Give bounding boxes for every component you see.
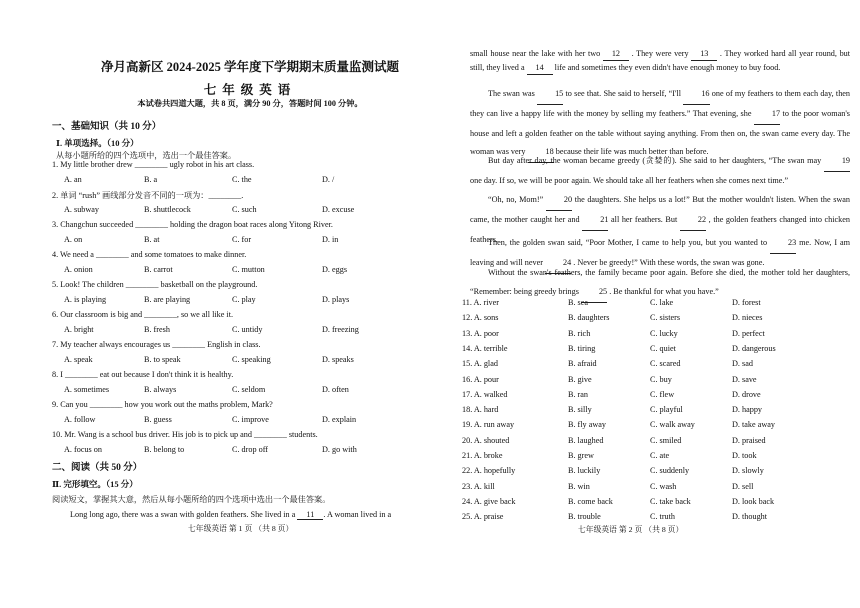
cloze-option: D. sell [732, 481, 754, 491]
answer-option: C. speaking [232, 355, 271, 364]
cloze-option: 14. A. terrible [462, 343, 508, 353]
cloze-option: B. luckily [568, 466, 601, 476]
answer-option: A. focus on [64, 445, 102, 454]
answer-option: A. speak [64, 355, 93, 364]
passage-text: me. Now, I am leaving and will never [470, 238, 851, 267]
cloze-option: B. silly [568, 405, 592, 415]
passage-text: life and sometimes they even didn't have enough money to buy food. [554, 63, 781, 72]
cloze-option: C. ate [650, 451, 670, 460]
cloze-option: 25. A. praise [462, 512, 504, 522]
passage-text: “Oh, no, Mom!” [488, 195, 544, 204]
passage-text: to the poor woman's house and left a golden feather on the table without saying anything. From then on, the swan came every day. The woman was very [470, 108, 850, 157]
blank-20: 20 [546, 191, 572, 211]
cloze-option: D. slowly [732, 466, 764, 476]
answer-option: A. subway [64, 205, 100, 214]
answer-option: B. to speak [144, 355, 181, 364]
cloze-option: B. grew [568, 451, 594, 460]
passage-text: . Be thankful for what you have.” [609, 286, 719, 296]
question-stem: 9. Can you ________ how you work out the maths problem, Mark? [52, 400, 273, 409]
page-footer: 七年级英语 第 2 页 （共 8 页） [578, 525, 684, 534]
cloze-option: D. praised [732, 435, 766, 445]
exam-page-2 [430, 0, 860, 608]
cloze-option: D. drove [732, 389, 761, 399]
answer-option: C. untidy [232, 325, 263, 334]
cloze-option: B. tiring [568, 343, 596, 353]
cloze-passage-start [70, 510, 391, 520]
part-single-choice: Ⅰ. 单项选择。（10 分） [56, 138, 139, 148]
cloze-option: B. ran [568, 389, 589, 399]
answer-option: D. plays [322, 295, 350, 304]
cloze-option: B. come back [568, 496, 613, 506]
page-footer: 七年级英语 第 1 页 （共 8 页） [188, 524, 294, 533]
passage-text: the daughters. She helps us a lot!” But the mother wouldn't listen. When the swan came, the mother caught her and [470, 195, 851, 224]
blank-19: 19 [824, 152, 850, 172]
answer-option: D. eggs [322, 265, 348, 274]
passage-text: , the golden feathers changed into chicken feathers. [470, 214, 851, 244]
answer-option: B. always [144, 385, 177, 394]
cloze-option: C. take back [650, 496, 691, 506]
blank-13: 13 [691, 47, 717, 61]
blank-25: 25 [581, 283, 607, 303]
passage-text: . They worked hard all year round, but still, they lived a [470, 49, 851, 72]
cloze-option: D. forest [732, 298, 761, 307]
answer-option: C. such [232, 205, 257, 214]
passage-text: . They were very [631, 49, 689, 58]
cloze-option: 12. A. sons [462, 313, 499, 323]
answer-option: D. speaks [322, 355, 354, 364]
answer-option: A. is playing [64, 295, 107, 304]
cloze-option: B. rich [568, 328, 591, 338]
passage-text: The swan was [488, 89, 535, 98]
blank-22: 22 [680, 211, 706, 231]
passage-paragraph [470, 264, 850, 303]
exam-notice: 本试卷共四道大题，共 8 页，满分 90 分，答题时间 100 分钟。 [137, 99, 363, 108]
cloze-option: C. smiled [650, 435, 682, 445]
passage-text: . Never be greedy!” With these words, the swan was gone. [573, 257, 765, 267]
cloze-option: 15. A. glad [462, 359, 498, 369]
cloze-option: C. quiet [650, 343, 676, 353]
answer-option: D. go with [322, 445, 357, 454]
cloze-option: B. laughed [568, 435, 604, 445]
answer-option: A. on [64, 235, 83, 244]
cloze-option: C. truth [650, 512, 676, 522]
question-stem: 2. 单词 “rush” 画线部分发音不同的一项为：________. [52, 191, 244, 200]
section-basic-knowledge: 一、基础知识（共 10 分） [52, 122, 162, 132]
cloze-option: B. win [568, 481, 590, 491]
cloze-option: D. thought [732, 512, 768, 522]
answer-option: C. improve [232, 415, 269, 424]
question-stem: 7. My teacher always encourages us ________ English in class. [52, 340, 261, 349]
answer-option: B. belong to [144, 445, 185, 454]
cloze-option: 22. A. hopefully [462, 466, 516, 476]
question-stem: 6. Our classroom is big and ________, so we all like it. [52, 310, 234, 319]
passage-text: all her feathers. But [611, 214, 678, 224]
cloze-option: B. fly away [568, 420, 606, 430]
cloze-option: 19. A. run away [462, 420, 515, 430]
answer-option: A. onion [64, 265, 93, 274]
answer-option: D. excuse [322, 205, 355, 214]
blank-15: 15 [537, 85, 563, 105]
answer-option: B. a [144, 175, 158, 184]
part-cloze: Ⅱ. 完形填空。（15 分） [52, 479, 138, 489]
blank-21: 21 [582, 211, 608, 231]
blank-17: 17 [754, 105, 780, 125]
question-stem: 3. Changchun succeeded ________ holding the dragon boat races along Yitong River. [52, 220, 333, 229]
answer-option: B. carrot [144, 265, 173, 274]
passage-text: small house near the lake with her two [470, 49, 601, 58]
passage-paragraph [470, 152, 850, 191]
answer-option: C. the [232, 175, 252, 184]
passage-text: because their life was much better than before. [555, 147, 709, 157]
cloze-option: 24. A. give back [462, 496, 516, 506]
passage-text: But day after day, the woman became greedy (贪婪的). She said to her daughters, “The swan may [488, 156, 822, 165]
question-stem: 10. Mr. Wang is a school bus driver. His job is to pick up and ________ students. [52, 430, 318, 439]
answer-option: B. are playing [144, 295, 191, 304]
cloze-option: C. suddenly [650, 466, 690, 476]
section-reading: 二、阅读（共 50 分） [52, 463, 143, 473]
passage-text: Without the swan's feathers, the family became poor again. Before she died, the mother told her daughters, “Remember: being greedy brings [470, 268, 850, 296]
answer-option: C. mutton [232, 265, 265, 274]
answer-option: A. follow [64, 415, 96, 424]
cloze-option: C. lake [650, 298, 674, 307]
question-stem: 5. Look! The children ________ basketball on the playground. [52, 280, 258, 289]
answer-option: C. play [232, 295, 256, 304]
cloze-option: D. take away [732, 420, 775, 430]
answer-option: B. at [144, 235, 160, 244]
cloze-option: B. sea [568, 298, 589, 307]
cloze-option: 23. A. kill [462, 481, 495, 491]
answer-option: B. guess [144, 415, 172, 424]
cloze-option: D. took [732, 451, 757, 460]
cloze-option: D. perfect [732, 328, 765, 338]
answer-option: D. in [322, 235, 339, 244]
answer-option: C. for [232, 235, 252, 244]
cloze-option: 20. A. shouted [462, 435, 510, 445]
cloze-option: D. sad [732, 359, 753, 369]
passage-text: one day. If so, we will be poor again. We should take all her feathers when she comes next time.” [470, 175, 789, 185]
answer-option: D. often [322, 385, 349, 394]
blank-16: 16 [683, 85, 709, 105]
cloze-option: 13. A. poor [462, 328, 499, 338]
cloze-option: C. playful [650, 405, 683, 415]
cloze-option: C. flew [650, 389, 675, 399]
cloze-option: D. nieces [732, 313, 763, 323]
passage-text: one of my feathers to them each day, then they can live a happy life with the money by selling my feathers.” That evening, she [470, 89, 851, 118]
single-choice-instructions: 从每小题所给的四个选项中，选出一个最佳答案。 [56, 151, 237, 160]
cloze-option: D. dangerous [732, 343, 776, 353]
passage-text: Long long ago, there was a swan with golden feathers. She lived in a [70, 510, 296, 519]
answer-option: B. fresh [144, 325, 170, 334]
answer-option: D. explain [322, 415, 357, 424]
cloze-option: B. daughters [568, 313, 610, 323]
answer-option: D. / [322, 175, 335, 184]
cloze-option: 11. A. river [462, 298, 499, 307]
blank-18: 18 [528, 143, 554, 163]
cloze-option: D. happy [732, 405, 763, 415]
answer-option: A. sometimes [64, 385, 110, 394]
cloze-option: C. sisters [650, 313, 681, 323]
answer-option: D. freezing [322, 325, 359, 334]
cloze-option: C. walk away [650, 420, 695, 430]
exam-title: 净月高新区 2024-2025 学年度下学期期末质量监测试题 [101, 60, 399, 74]
cloze-option: 16. A. pour [462, 374, 499, 384]
cloze-option: C. wash [650, 481, 677, 491]
question-stem: 8. I ________ eat out because I don't think it is healthy. [52, 370, 234, 379]
question-stem: 1. My little brother drew ________ ugly robot in his art class. [52, 160, 255, 169]
cloze-option: 18. A. hard [462, 405, 499, 415]
answer-option: A. bright [64, 325, 94, 334]
blank-23: 23 [770, 234, 796, 254]
question-stem: 4. We need a ________ and some tomatoes to make dinner. [52, 250, 247, 259]
cloze-option: B. afraid [568, 359, 597, 369]
cloze-option: C. lucky [650, 328, 678, 338]
blank-24: 24 [545, 254, 571, 274]
blank-14: 14 [527, 61, 553, 75]
cloze-option: B. trouble [568, 512, 601, 522]
exam-subject: 七年级英语 [203, 83, 297, 97]
answer-option: C. drop off [232, 445, 269, 454]
passage-paragraph [470, 47, 850, 75]
answer-option: C. seldom [232, 385, 266, 394]
cloze-option: C. scared [650, 359, 681, 369]
blank-11: 11 [297, 510, 323, 520]
cloze-option: D. save [732, 374, 757, 384]
passage-text: . A woman lived in a [323, 510, 392, 519]
cloze-option: D. look back [732, 496, 775, 506]
cloze-option: 17. A. walked [462, 389, 508, 399]
cloze-option: B. give [568, 374, 592, 384]
blank-12: 12 [603, 47, 629, 61]
answer-option: B. shuttlecock [144, 205, 191, 214]
cloze-instructions: 阅读短文，掌握其大意，然后从每小题所给的四个选项中选出一个最佳答案。 [52, 495, 331, 504]
cloze-option: 21. A. broke [462, 451, 503, 460]
passage-text: to see that. She said to herself, “I'll [565, 89, 682, 98]
answer-option: A. an [64, 175, 82, 184]
passage-text: Then, the golden swan said, “Poor Mother, I came to help you, but you wanted to [488, 238, 768, 247]
cloze-option: C. buy [650, 374, 672, 384]
